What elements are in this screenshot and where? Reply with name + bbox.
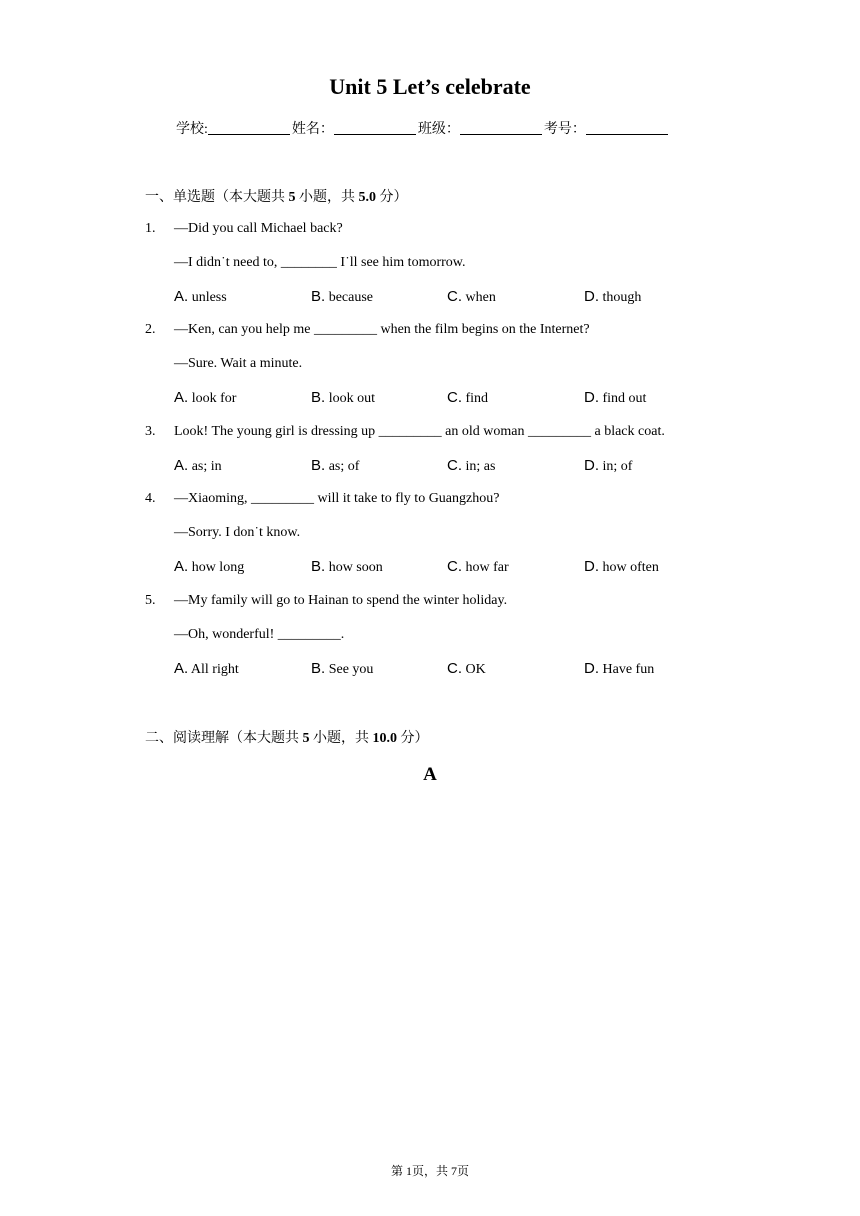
page-footer: 第 1页，共 7页 [390,1164,469,1178]
option-a[interactable]: A. All right [174,660,239,677]
exam-number-label: 考号： [543,122,586,137]
school-label: 学校: [176,122,208,137]
section2-prefix: 二、阅读理解（本大题共 [145,731,303,746]
question-line: —My family will go to Hainan to spend the winter holiday. [174,593,508,608]
question-number: 3. [145,424,156,439]
option-d[interactable]: D. how often [584,558,659,575]
class-label: 班级： [417,122,460,137]
name-label: 姓名： [291,122,334,137]
option-c[interactable]: C. how far [447,558,509,575]
name-blank [334,120,416,135]
option-d[interactable]: D. Have fun [584,660,655,677]
question-number: 5. [145,593,156,608]
option-a[interactable]: A. unless [174,288,227,305]
option-a[interactable]: A. how long [174,558,245,575]
question-line: —Sorry. I don˙t know. [174,525,301,540]
section1-prefix: 一、单选题（本大题共 [145,190,289,205]
option-a[interactable]: A. look for [174,389,237,406]
question-number: 4. [145,491,156,506]
option-a[interactable]: A. as; in [174,457,222,474]
question-line: —Ken, can you help me _________ when the film begins on the Internet? [174,322,590,337]
question-line: —Did you call Michael back? [174,221,343,236]
question-line: —Oh, wonderful! _________. [174,627,345,642]
passage-title: A [423,764,437,785]
section2-score: 10.0 [372,731,397,746]
option-d[interactable]: D. though [584,288,642,305]
section-heading-single-choice [145,186,408,206]
option-c[interactable]: C. when [447,288,496,305]
section1-mid: 小题，共 [295,190,359,205]
section1-suffix: 分） [376,190,408,205]
page-title: Unit 5 Let’s celebrate [329,74,531,99]
question-line: Look! The young girl is dressing up _________ an old woman _________ a black coat. [174,424,665,439]
option-d[interactable]: D. in; of [584,457,633,474]
question-line: —Xiaoming, _________ will it take to fly to Guangzhou? [174,491,500,506]
class-blank [460,120,542,135]
option-c[interactable]: C. OK [447,660,486,677]
section2-count: 5 [302,731,310,746]
school-blank [208,120,290,135]
section2-suffix: 分） [397,731,429,746]
section1-score: 5.0 [358,190,376,205]
option-d[interactable]: D. find out [584,389,647,406]
option-b[interactable]: B. look out [311,389,375,406]
question-number: 1. [145,221,156,236]
question-line: —I didn˙t need to, ________ I˙ll see him tomorrow. [174,255,466,270]
option-b[interactable]: B. because [311,288,373,305]
question-number: 2. [145,322,156,337]
exam-number-blank [586,120,668,135]
option-b[interactable]: B. as; of [311,457,360,474]
option-c[interactable]: C. in; as [447,457,496,474]
section-heading-reading [145,727,429,747]
section1-count: 5 [288,190,296,205]
student-info-line [176,118,670,138]
question-line: —Sure. Wait a minute. [174,356,303,371]
option-b[interactable]: B. how soon [311,558,383,575]
option-b[interactable]: B. See you [311,660,374,677]
option-c[interactable]: C. find [447,389,489,406]
section2-mid: 小题，共 [309,731,373,746]
